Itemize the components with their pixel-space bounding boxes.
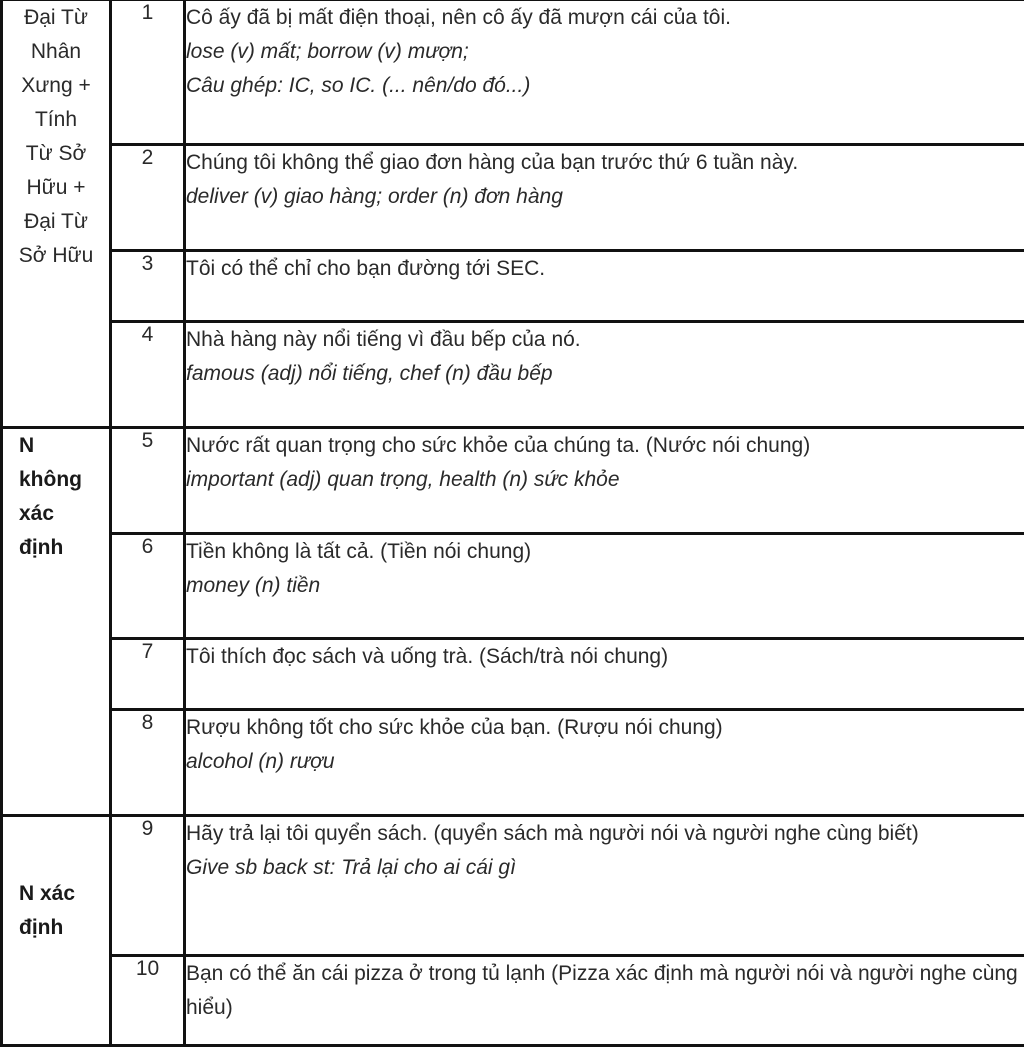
vocab-note: famous (adj) nổi tiếng, chef (n) đầu bếp: [186, 357, 1024, 391]
sentence-text: Tiền không là tất cả. (Tiền nói chung): [186, 535, 1024, 569]
vocab-note: deliver (v) giao hàng; order (n) đơn hàng: [186, 180, 1024, 214]
row-number: 3: [111, 251, 185, 322]
row-number: 9: [111, 816, 185, 956]
row-content: [185, 639, 1024, 710]
vocab-note: alcohol (n) rượu: [186, 745, 1024, 779]
sentence-text: Chúng tôi không thể giao đơn hàng của bạn trước thứ 6 tuần này.: [186, 146, 1024, 180]
category-label-line: định: [19, 531, 109, 565]
row-number: 2: [111, 145, 185, 251]
table-row: [2, 534, 1024, 639]
category-label-line: Nhân: [3, 35, 109, 69]
row-content: [185, 145, 1024, 251]
row-content: [185, 534, 1024, 639]
row-number: 10: [111, 956, 185, 1046]
table-row: [2, 251, 1024, 322]
row-number: 5: [111, 428, 185, 534]
vocab-note: important (adj) quan trọng, health (n) sức khỏe: [186, 463, 1024, 497]
vocab-note: Give sb back st: Trả lại cho ai cái gì: [186, 851, 1024, 885]
category-label-line: Sở Hữu: [3, 239, 109, 273]
row-content: [185, 956, 1024, 1046]
table-row: [2, 0, 1024, 145]
category-label-line: xác: [19, 497, 109, 531]
row-content: [185, 710, 1024, 816]
sentence-text: Tôi thích đọc sách và uống trà. (Sách/trà nói chung): [186, 640, 1024, 674]
sentence-text: Hãy trả lại tôi quyển sách. (quyển sách mà người nói và người nghe cùng biết): [186, 817, 1024, 851]
table-row: [2, 322, 1024, 428]
category-label-line: Tính: [3, 103, 109, 137]
category-cell-pronouns: [2, 0, 111, 428]
category-label-line: không: [19, 463, 109, 497]
table-row: [2, 956, 1024, 1046]
row-number: 1: [111, 0, 185, 145]
row-content: [185, 428, 1024, 534]
row-number: 7: [111, 639, 185, 710]
category-cell-indefinite-noun: [2, 428, 111, 816]
sentence-text: Tôi có thể chỉ cho bạn đường tới SEC.: [186, 252, 1024, 286]
category-label-line: Đại Từ: [3, 1, 109, 35]
table-row: [2, 639, 1024, 710]
category-cell-definite-noun: [2, 816, 111, 1046]
table-row: [2, 428, 1024, 534]
category-label-line: Xưng +: [3, 69, 109, 103]
sentence-text: Nước rất quan trọng cho sức khỏe của chúng ta. (Nước nói chung): [186, 429, 1024, 463]
sentence-text: Nhà hàng này nổi tiếng vì đầu bếp của nó.: [186, 323, 1024, 357]
row-number: 6: [111, 534, 185, 639]
sentence-text: Cô ấy đã bị mất điện thoại, nên cô ấy đã mượn cái của tôi.: [186, 1, 1024, 35]
table-row: [2, 145, 1024, 251]
category-label-line: N xác: [19, 877, 109, 911]
category-label-line: Từ Sở: [3, 137, 109, 171]
category-label-line: Hữu +: [3, 171, 109, 205]
table-row: [2, 710, 1024, 816]
category-label-line: Đại Từ: [3, 205, 109, 239]
category-label-line: định: [19, 911, 109, 945]
row-content: [185, 322, 1024, 428]
row-content: [185, 0, 1024, 145]
sentence-text: Bạn có thể ăn cái pizza ở trong tủ lạnh (Pizza xác định mà người nói và người nghe cùng hiểu): [186, 957, 1024, 1025]
vocab-note: money (n) tiền: [186, 569, 1024, 603]
row-number: 8: [111, 710, 185, 816]
row-number: 4: [111, 322, 185, 428]
category-label-line: N: [19, 429, 109, 463]
vocab-note: lose (v) mất; borrow (v) mượn;: [186, 35, 1024, 69]
row-content: [185, 816, 1024, 956]
sentence-text: Rượu không tốt cho sức khỏe của bạn. (Rượu nói chung): [186, 711, 1024, 745]
vocab-note: Câu ghép: IC, so IC. (... nên/do đó...): [186, 69, 1024, 103]
table-row: [2, 816, 1024, 956]
row-content: [185, 251, 1024, 322]
